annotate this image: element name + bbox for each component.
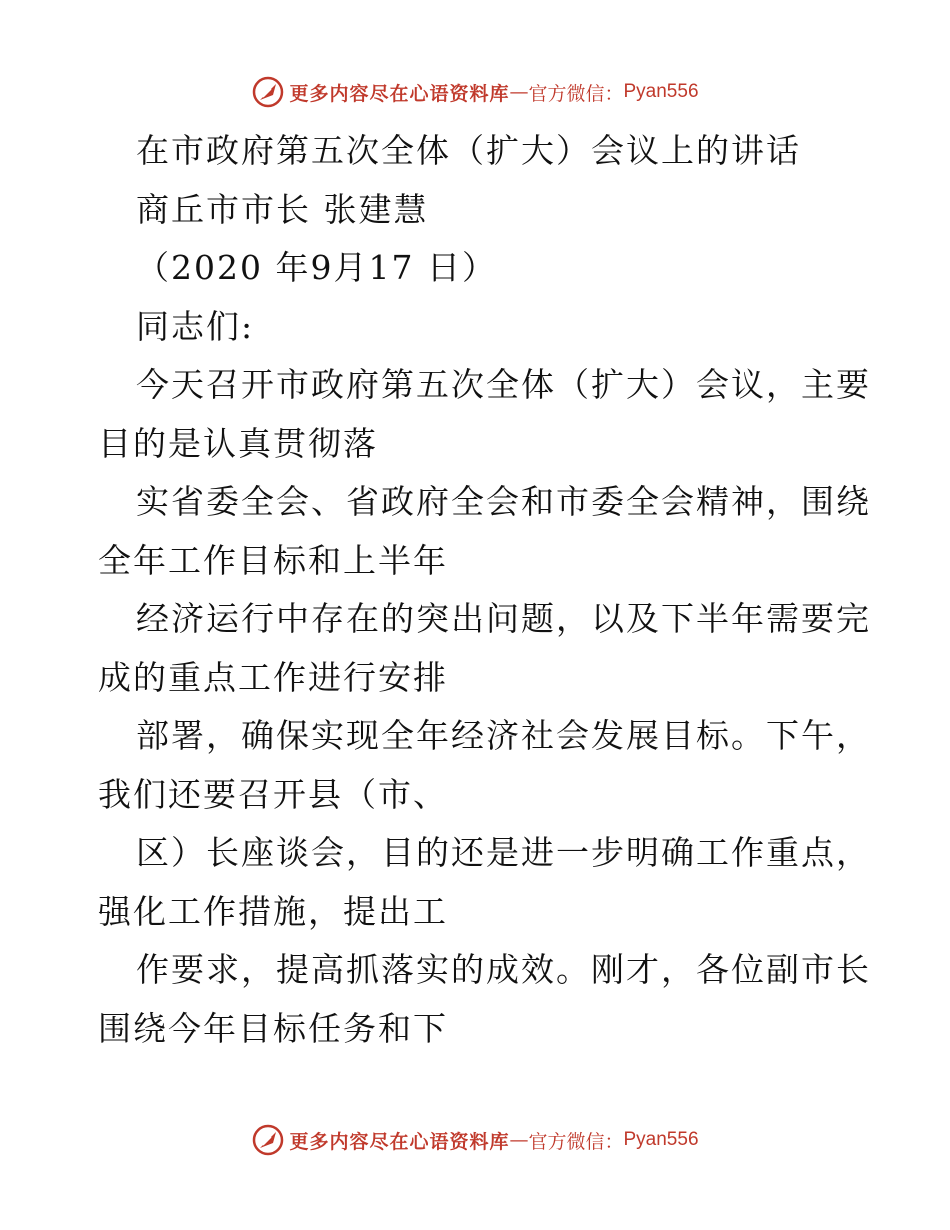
paragraph-line: 全年工作目标和上半年: [98, 540, 448, 580]
watermark-dash: —: [509, 1129, 529, 1151]
watermark-footer: [0, 1120, 950, 1160]
paragraph-line: 经济运行中存在的突出问题，以及下半年需要完: [136, 599, 871, 638]
watermark-wechat-label: 官方微信：: [528, 1130, 624, 1153]
salutation: 同志们:: [136, 306, 255, 346]
watermark-wechat-id: Pyan556: [623, 1129, 699, 1150]
quill-logo-icon: [251, 1123, 285, 1157]
paragraph-line: 部署，确保实现全年经济社会发展目标。下午，: [136, 716, 871, 755]
watermark-wechat-id: Pyan556: [623, 81, 699, 102]
document-date: （2020 年9月17 日）: [136, 248, 497, 287]
watermark-wechat-label: 官方微信：: [528, 82, 624, 105]
paragraph-line: 区）长座谈会，目的还是进一步明确工作重点，: [136, 833, 871, 872]
paragraph-line: 目的是认真贯彻落: [98, 423, 378, 463]
paragraph-line: 实省委全会、省政府全会和市委全会精神，围绕: [136, 482, 871, 521]
quill-logo-icon: [251, 75, 285, 109]
document-author: 商丘市市长 张建慧: [136, 189, 429, 229]
document-body: [98, 122, 871, 1058]
paragraph-line: 成的重点工作进行安排: [98, 657, 448, 697]
watermark-dash: —: [509, 81, 529, 103]
paragraph-line: 围绕今年目标任务和下: [98, 1008, 448, 1048]
document-title: 在市政府第五次全体（扩大）会议上的讲话: [136, 131, 801, 170]
paragraph-line: 强化工作措施，提出工: [98, 891, 448, 931]
paragraph-line: 作要求，提高抓落实的成效。刚才，各位副市长: [136, 950, 871, 989]
watermark-header: [0, 72, 950, 112]
watermark-text: 更多内容尽在心语资料库: [289, 1130, 510, 1153]
watermark-text: 更多内容尽在心语资料库: [289, 82, 510, 105]
paragraph-line: 我们还要召开县（市、: [98, 774, 448, 814]
paragraph-line: 今天召开市政府第五次全体（扩大）会议，主要: [136, 365, 871, 404]
